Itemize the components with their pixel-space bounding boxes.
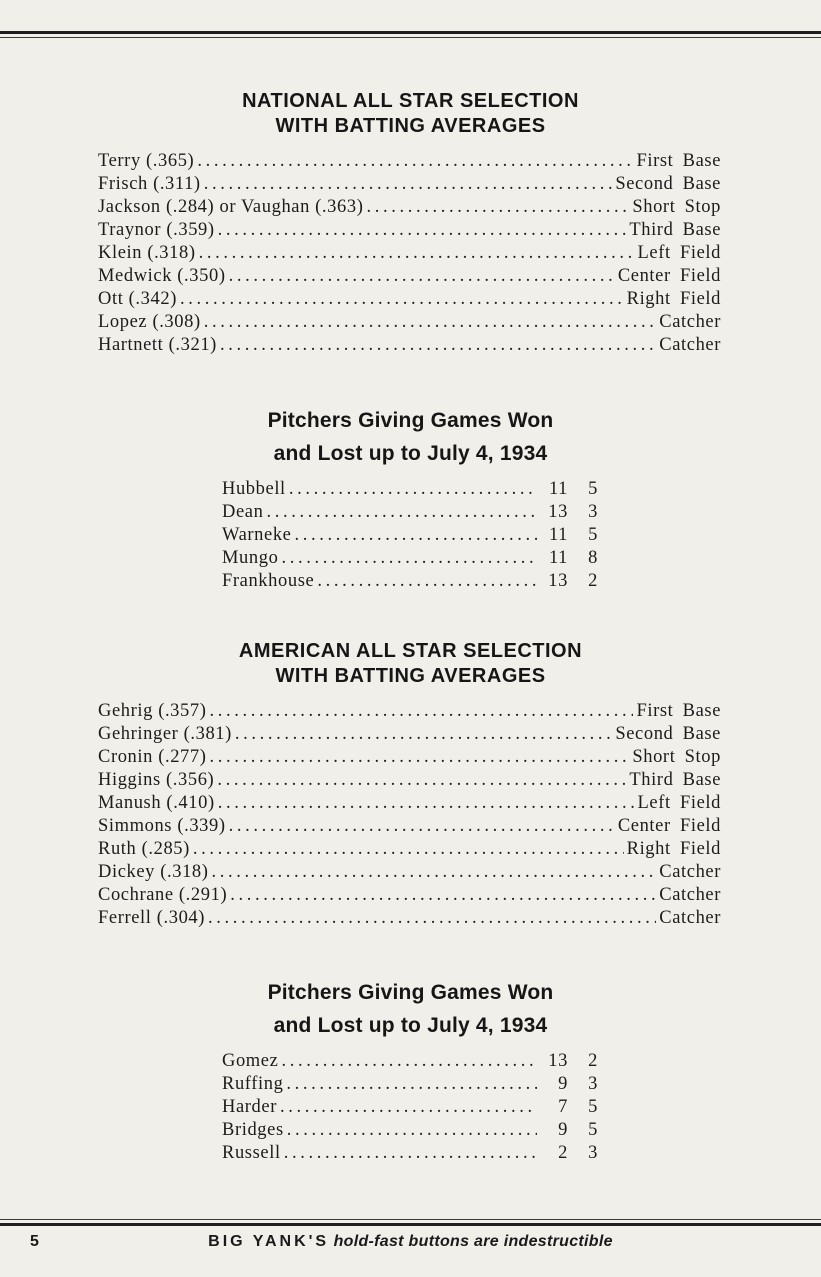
dot-leader xyxy=(204,311,657,334)
dot-leader xyxy=(235,723,612,746)
dot-leader xyxy=(204,173,613,196)
american-pitcher-list xyxy=(222,1050,598,1165)
games-won: 13 xyxy=(548,571,568,591)
games-lost: 5 xyxy=(588,479,598,499)
footer-tagline: hold-fast buttons are indestructible xyxy=(333,1233,613,1250)
list-item xyxy=(222,1142,598,1165)
dot-leader xyxy=(180,288,624,311)
list-item xyxy=(98,723,721,746)
dot-leader xyxy=(366,196,629,219)
dot-leader xyxy=(280,1096,537,1119)
national-pitchers-heading-line1: Pitchers Giving Games Won xyxy=(267,409,554,432)
dot-leader xyxy=(294,524,537,547)
dot-leader xyxy=(218,792,635,815)
bottom-rule-thin xyxy=(0,1219,821,1220)
dot-leader xyxy=(220,334,656,357)
dot-leader xyxy=(210,700,634,723)
national-pitchers-heading xyxy=(0,404,821,470)
top-rule-thick xyxy=(0,31,821,34)
player-position: Short Stop xyxy=(632,197,721,217)
player-name: Ott (.342) xyxy=(98,289,177,309)
player-position: Center Field xyxy=(617,266,721,286)
list-item xyxy=(98,265,721,288)
player-position: Right Field xyxy=(626,289,721,309)
player-name: Frisch (.311) xyxy=(98,174,201,194)
american-pitchers-heading xyxy=(0,976,821,1042)
games-won: 7 xyxy=(558,1097,568,1117)
player-position: Center Field xyxy=(617,816,721,836)
top-rule-thin xyxy=(0,37,821,38)
dot-leader xyxy=(197,150,633,173)
national-heading-line2: WITH BATTING AVERAGES xyxy=(275,115,546,137)
player-name: Cochrane (.291) xyxy=(98,885,228,905)
player-position: Second Base xyxy=(615,174,721,194)
pitcher-name: Ruffing xyxy=(222,1074,284,1094)
pitcher-name: Dean xyxy=(222,502,264,522)
player-name: Jackson (.284) or Vaughan (.363) xyxy=(98,197,364,217)
national-heading xyxy=(0,89,821,139)
games-lost: 2 xyxy=(588,1051,598,1071)
pitcher-name: Warneke xyxy=(222,525,292,545)
player-position: Right Field xyxy=(626,839,721,859)
american-heading-line2: WITH BATTING AVERAGES xyxy=(275,665,546,687)
games-lost: 3 xyxy=(588,1074,598,1094)
games-lost: 3 xyxy=(588,502,598,522)
list-item xyxy=(98,815,721,838)
games-lost: 5 xyxy=(588,525,598,545)
player-position: Third Base xyxy=(629,770,721,790)
dot-leader xyxy=(266,501,537,524)
national-heading-line1: NATIONAL ALL STAR SELECTION xyxy=(242,90,579,112)
page-number: 5 xyxy=(30,1233,39,1250)
games-won: 11 xyxy=(548,548,568,568)
player-name: Higgins (.356) xyxy=(98,770,215,790)
list-item xyxy=(222,501,598,524)
national-pitchers-heading-line2: and Lost up to July 4, 1934 xyxy=(273,442,548,465)
player-name: Hartnett (.321) xyxy=(98,335,217,355)
dot-leader xyxy=(317,570,537,593)
list-item xyxy=(98,311,721,334)
pitcher-name: Frankhouse xyxy=(222,571,315,591)
list-item xyxy=(98,746,721,769)
player-name: Terry (.365) xyxy=(98,151,195,171)
player-name: Dickey (.318) xyxy=(98,862,209,882)
dot-leader xyxy=(289,478,537,501)
american-pitchers-heading-line2: and Lost up to July 4, 1934 xyxy=(273,1014,548,1037)
games-lost: 5 xyxy=(588,1097,598,1117)
list-item xyxy=(98,288,721,311)
national-pitcher-list xyxy=(222,478,598,593)
pitcher-name: Hubbell xyxy=(222,479,286,499)
dot-leader xyxy=(212,861,657,884)
dot-leader xyxy=(199,242,635,265)
games-lost: 3 xyxy=(588,1143,598,1163)
games-won: 11 xyxy=(548,525,568,545)
games-lost: 5 xyxy=(588,1120,598,1140)
player-name: Lopez (.308) xyxy=(98,312,201,332)
national-player-list xyxy=(98,150,721,357)
player-position: Catcher xyxy=(659,908,721,928)
player-position: First Base xyxy=(636,151,721,171)
dot-leader xyxy=(210,746,630,769)
games-won: 2 xyxy=(558,1143,568,1163)
games-won: 9 xyxy=(558,1120,568,1140)
player-name: Cronin (.277) xyxy=(98,747,207,767)
dot-leader xyxy=(284,1142,537,1165)
footer-slogan xyxy=(0,1233,821,1251)
games-won: 13 xyxy=(548,502,568,522)
dot-leader xyxy=(281,547,537,570)
list-item xyxy=(222,547,598,570)
pitcher-name: Mungo xyxy=(222,548,279,568)
dot-leader xyxy=(229,265,615,288)
list-item xyxy=(98,219,721,242)
games-won: 11 xyxy=(548,479,568,499)
dot-leader xyxy=(218,219,627,242)
games-lost: 2 xyxy=(588,571,598,591)
list-item xyxy=(98,884,721,907)
list-item xyxy=(98,196,721,219)
games-won: 13 xyxy=(548,1051,568,1071)
dot-leader xyxy=(287,1119,537,1142)
player-position: Left Field xyxy=(637,243,721,263)
list-item xyxy=(98,907,721,930)
pitcher-name: Harder xyxy=(222,1097,277,1117)
list-item xyxy=(98,242,721,265)
player-name: Simmons (.339) xyxy=(98,816,226,836)
list-item xyxy=(98,334,721,357)
list-item xyxy=(98,861,721,884)
dot-leader xyxy=(229,815,615,838)
games-won: 9 xyxy=(558,1074,568,1094)
list-item xyxy=(98,173,721,196)
dot-leader xyxy=(208,907,656,930)
pitcher-name: Bridges xyxy=(222,1120,284,1140)
player-position: Catcher xyxy=(659,312,721,332)
player-position: Second Base xyxy=(615,724,721,744)
player-name: Ruth (.285) xyxy=(98,839,190,859)
player-name: Gehringer (.381) xyxy=(98,724,232,744)
list-item xyxy=(222,478,598,501)
footer-brand: BIG YANK'S xyxy=(208,1233,330,1250)
games-lost: 8 xyxy=(588,548,598,568)
player-name: Klein (.318) xyxy=(98,243,196,263)
list-item xyxy=(98,150,721,173)
player-position: Left Field xyxy=(637,793,721,813)
player-name: Ferrell (.304) xyxy=(98,908,206,928)
player-position: Catcher xyxy=(659,885,721,905)
pitcher-name: Russell xyxy=(222,1143,281,1163)
dot-leader xyxy=(286,1073,537,1096)
player-name: Traynor (.359) xyxy=(98,220,215,240)
player-position: Catcher xyxy=(659,862,721,882)
pitcher-name: Gomez xyxy=(222,1051,279,1071)
player-name: Medwick (.350) xyxy=(98,266,226,286)
american-pitchers-heading-line1: Pitchers Giving Games Won xyxy=(267,981,554,1004)
player-name: Gehrig (.357) xyxy=(98,701,207,721)
dot-leader xyxy=(230,884,656,907)
dot-leader xyxy=(193,838,624,861)
player-position: Short Stop xyxy=(632,747,721,767)
player-position: Catcher xyxy=(659,335,721,355)
list-item xyxy=(222,570,598,593)
list-item xyxy=(222,1096,598,1119)
list-item xyxy=(222,1073,598,1096)
dot-leader xyxy=(217,769,626,792)
dot-leader xyxy=(281,1050,537,1073)
list-item xyxy=(98,700,721,723)
bottom-rule-thick xyxy=(0,1223,821,1226)
player-position: Third Base xyxy=(629,220,721,240)
american-heading-line1: AMERICAN ALL STAR SELECTION xyxy=(238,640,583,662)
list-item xyxy=(222,1119,598,1142)
list-item xyxy=(222,524,598,547)
american-player-list xyxy=(98,700,721,930)
player-position: First Base xyxy=(636,701,721,721)
american-heading xyxy=(0,639,821,689)
player-name: Manush (.410) xyxy=(98,793,215,813)
list-item xyxy=(98,769,721,792)
list-item xyxy=(98,792,721,815)
list-item xyxy=(98,838,721,861)
list-item xyxy=(222,1050,598,1073)
